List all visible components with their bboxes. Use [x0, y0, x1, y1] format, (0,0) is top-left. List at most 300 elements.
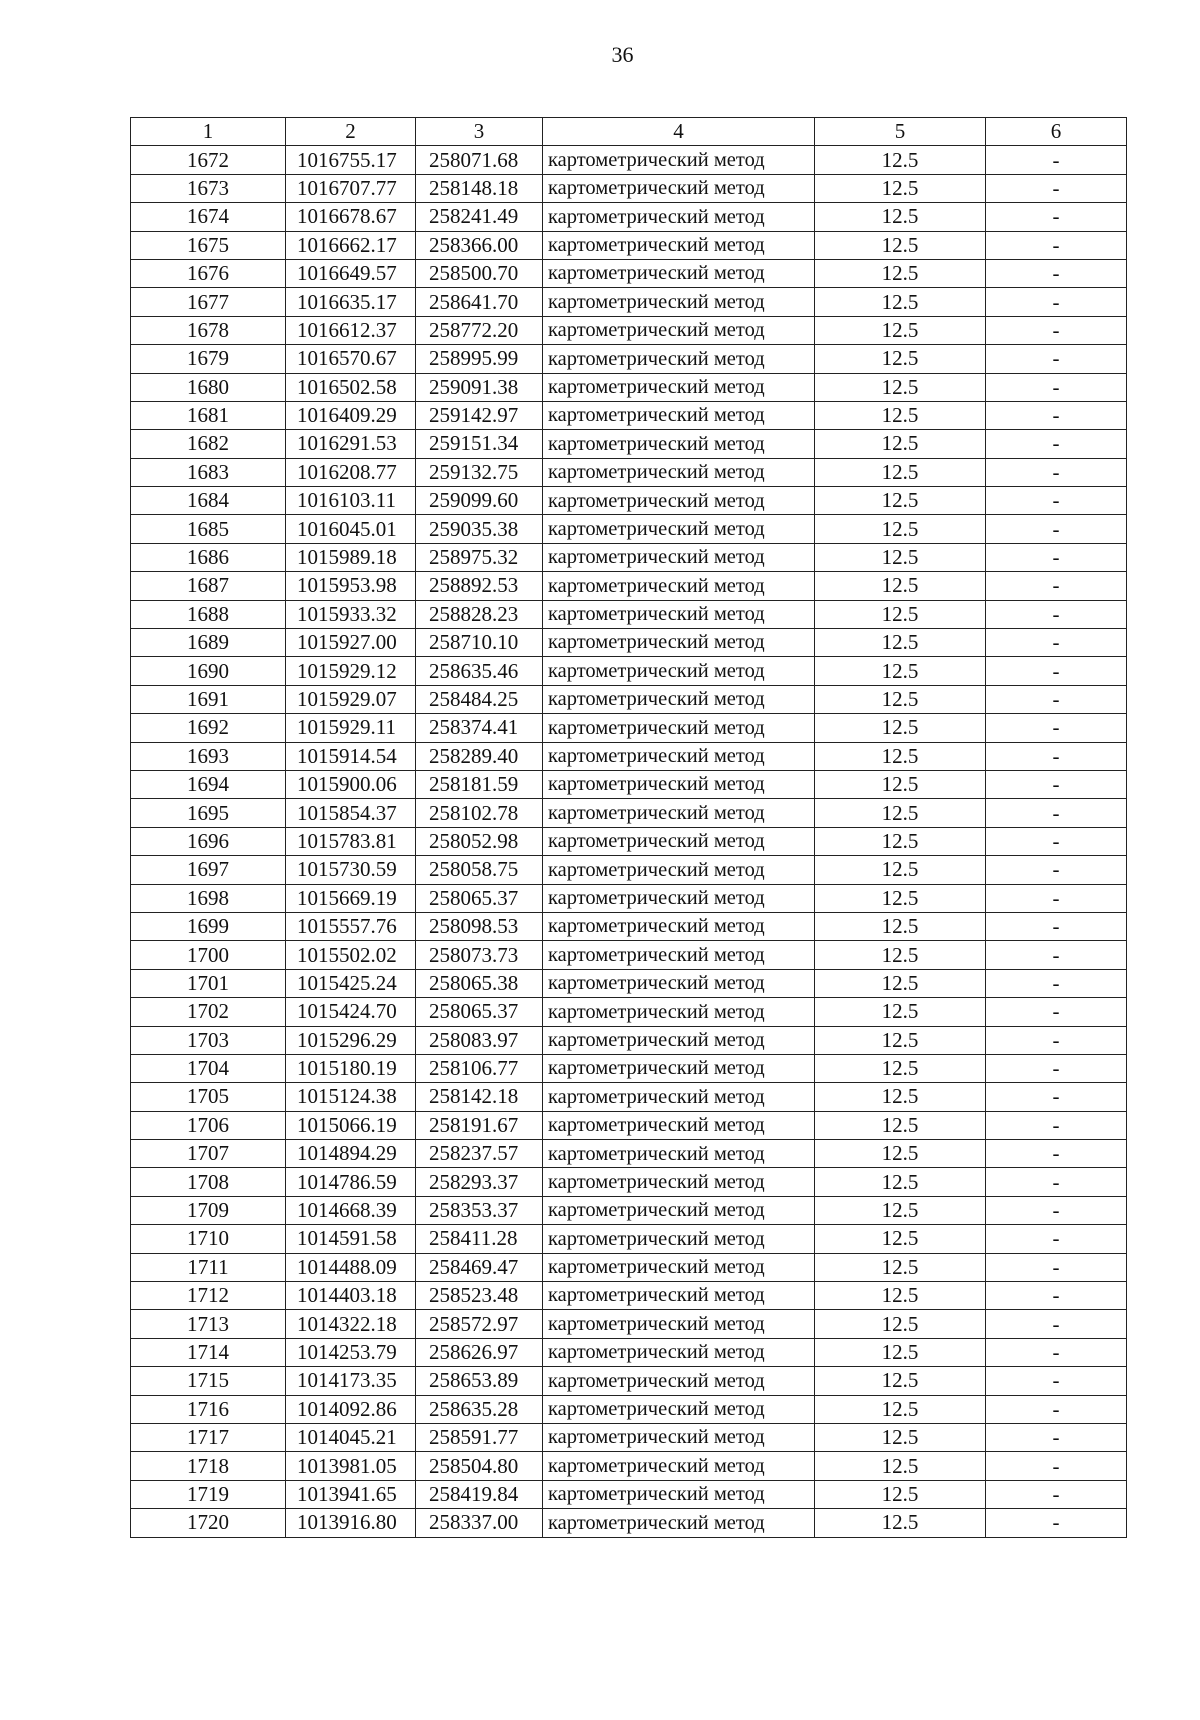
- description-cell: -: [986, 1423, 1127, 1451]
- description-cell: -: [986, 827, 1127, 855]
- point-number-cell: 1707: [131, 1140, 286, 1168]
- accuracy-cell: 12.5: [815, 1168, 986, 1196]
- x-coordinate-cell: 1016612.37: [286, 316, 416, 344]
- method-cell: картометрический метод: [543, 912, 815, 940]
- method-cell: картометрический метод: [543, 1338, 815, 1366]
- x-coordinate-cell: 1016045.01: [286, 515, 416, 543]
- header-cell: 1: [131, 118, 286, 146]
- method-cell: картометрический метод: [543, 1310, 815, 1338]
- point-number-cell: 1706: [131, 1111, 286, 1139]
- table-row: [131, 600, 1127, 628]
- method-cell: картометрический метод: [543, 799, 815, 827]
- y-coordinate-cell: 258500.70: [416, 259, 543, 287]
- accuracy-cell: 12.5: [815, 316, 986, 344]
- point-number-cell: 1701: [131, 969, 286, 997]
- description-cell: -: [986, 1111, 1127, 1139]
- table-row: [131, 629, 1127, 657]
- accuracy-cell: 12.5: [815, 515, 986, 543]
- method-cell: картометрический метод: [543, 657, 815, 685]
- header-cell: 5: [815, 118, 986, 146]
- description-cell: -: [986, 657, 1127, 685]
- description-cell: -: [986, 543, 1127, 571]
- accuracy-cell: 12.5: [815, 1140, 986, 1168]
- description-cell: -: [986, 1196, 1127, 1224]
- accuracy-cell: 12.5: [815, 1310, 986, 1338]
- point-number-cell: 1686: [131, 543, 286, 571]
- method-cell: картометрический метод: [543, 1054, 815, 1082]
- x-coordinate-cell: 1013941.65: [286, 1480, 416, 1508]
- x-coordinate-cell: 1016678.67: [286, 203, 416, 231]
- accuracy-cell: 12.5: [815, 600, 986, 628]
- point-number-cell: 1717: [131, 1423, 286, 1451]
- description-cell: -: [986, 1310, 1127, 1338]
- x-coordinate-cell: 1014322.18: [286, 1310, 416, 1338]
- y-coordinate-cell: 258366.00: [416, 231, 543, 259]
- method-cell: картометрический метод: [543, 998, 815, 1026]
- table-row: [131, 373, 1127, 401]
- point-number-cell: 1675: [131, 231, 286, 259]
- y-coordinate-cell: 258653.89: [416, 1367, 543, 1395]
- method-cell: картометрический метод: [543, 1367, 815, 1395]
- accuracy-cell: 12.5: [815, 856, 986, 884]
- y-coordinate-cell: 258591.77: [416, 1423, 543, 1451]
- table-row: [131, 1196, 1127, 1224]
- point-number-cell: 1699: [131, 912, 286, 940]
- point-number-cell: 1684: [131, 487, 286, 515]
- point-number-cell: 1674: [131, 203, 286, 231]
- method-cell: картометрический метод: [543, 487, 815, 515]
- description-cell: -: [986, 856, 1127, 884]
- point-number-cell: 1681: [131, 401, 286, 429]
- accuracy-cell: 12.5: [815, 1423, 986, 1451]
- accuracy-cell: 12.5: [815, 1509, 986, 1537]
- x-coordinate-cell: 1015929.11: [286, 714, 416, 742]
- y-coordinate-cell: 259142.97: [416, 401, 543, 429]
- table-row: [131, 543, 1127, 571]
- accuracy-cell: 12.5: [815, 231, 986, 259]
- accuracy-cell: 12.5: [815, 1196, 986, 1224]
- y-coordinate-cell: 258353.37: [416, 1196, 543, 1224]
- accuracy-cell: 12.5: [815, 912, 986, 940]
- description-cell: -: [986, 1395, 1127, 1423]
- point-number-cell: 1709: [131, 1196, 286, 1224]
- x-coordinate-cell: 1014894.29: [286, 1140, 416, 1168]
- method-cell: картометрический метод: [543, 1509, 815, 1537]
- description-cell: -: [986, 714, 1127, 742]
- x-coordinate-cell: 1016103.11: [286, 487, 416, 515]
- header-cell: 2: [286, 118, 416, 146]
- description-cell: -: [986, 231, 1127, 259]
- description-cell: -: [986, 1026, 1127, 1054]
- accuracy-cell: 12.5: [815, 685, 986, 713]
- description-cell: -: [986, 998, 1127, 1026]
- y-coordinate-cell: 258337.00: [416, 1509, 543, 1537]
- table-row: [131, 799, 1127, 827]
- x-coordinate-cell: 1015669.19: [286, 884, 416, 912]
- method-cell: картометрический метод: [543, 629, 815, 657]
- method-cell: картометрический метод: [543, 1111, 815, 1139]
- point-number-cell: 1691: [131, 685, 286, 713]
- method-cell: картометрический метод: [543, 600, 815, 628]
- x-coordinate-cell: 1014668.39: [286, 1196, 416, 1224]
- point-number-cell: 1702: [131, 998, 286, 1026]
- accuracy-cell: 12.5: [815, 203, 986, 231]
- point-number-cell: 1714: [131, 1338, 286, 1366]
- description-cell: -: [986, 1452, 1127, 1480]
- table-row: [131, 174, 1127, 202]
- table-row: [131, 316, 1127, 344]
- y-coordinate-cell: 258523.48: [416, 1282, 543, 1310]
- accuracy-cell: 12.5: [815, 1111, 986, 1139]
- y-coordinate-cell: 258419.84: [416, 1480, 543, 1508]
- table-row: [131, 884, 1127, 912]
- description-cell: -: [986, 1480, 1127, 1508]
- description-cell: -: [986, 1140, 1127, 1168]
- table-row: [131, 657, 1127, 685]
- table-row: [131, 827, 1127, 855]
- header-cell: 3: [416, 118, 543, 146]
- y-coordinate-cell: 258065.37: [416, 884, 543, 912]
- x-coordinate-cell: 1015929.07: [286, 685, 416, 713]
- point-number-cell: 1715: [131, 1367, 286, 1395]
- description-cell: -: [986, 515, 1127, 543]
- accuracy-cell: 12.5: [815, 1480, 986, 1508]
- description-cell: -: [986, 345, 1127, 373]
- x-coordinate-cell: 1016635.17: [286, 288, 416, 316]
- table-row: [131, 288, 1127, 316]
- description-cell: -: [986, 1282, 1127, 1310]
- table-row: [131, 742, 1127, 770]
- accuracy-cell: 12.5: [815, 1054, 986, 1082]
- y-coordinate-cell: 258772.20: [416, 316, 543, 344]
- accuracy-cell: 12.5: [815, 1253, 986, 1281]
- table-row: [131, 1452, 1127, 1480]
- y-coordinate-cell: 258710.10: [416, 629, 543, 657]
- method-cell: картометрический метод: [543, 770, 815, 798]
- table-row: [131, 1168, 1127, 1196]
- point-number-cell: 1683: [131, 458, 286, 486]
- y-coordinate-cell: 258237.57: [416, 1140, 543, 1168]
- point-number-cell: 1708: [131, 1168, 286, 1196]
- point-number-cell: 1720: [131, 1509, 286, 1537]
- table-row: [131, 1054, 1127, 1082]
- method-cell: картометрический метод: [543, 288, 815, 316]
- y-coordinate-cell: 258635.28: [416, 1395, 543, 1423]
- x-coordinate-cell: 1015066.19: [286, 1111, 416, 1139]
- method-cell: картометрический метод: [543, 316, 815, 344]
- point-number-cell: 1698: [131, 884, 286, 912]
- table-row: [131, 1367, 1127, 1395]
- method-cell: картометрический метод: [543, 430, 815, 458]
- point-number-cell: 1680: [131, 373, 286, 401]
- y-coordinate-cell: 258289.40: [416, 742, 543, 770]
- header-cell: 4: [543, 118, 815, 146]
- method-cell: картометрический метод: [543, 1026, 815, 1054]
- x-coordinate-cell: 1015900.06: [286, 770, 416, 798]
- table-row: [131, 969, 1127, 997]
- method-cell: картометрический метод: [543, 856, 815, 884]
- accuracy-cell: 12.5: [815, 714, 986, 742]
- x-coordinate-cell: 1016409.29: [286, 401, 416, 429]
- y-coordinate-cell: 258241.49: [416, 203, 543, 231]
- y-coordinate-cell: 258142.18: [416, 1083, 543, 1111]
- method-cell: картометрический метод: [543, 458, 815, 486]
- description-cell: -: [986, 288, 1127, 316]
- x-coordinate-cell: 1015502.02: [286, 941, 416, 969]
- accuracy-cell: 12.5: [815, 146, 986, 174]
- method-cell: картометрический метод: [543, 1423, 815, 1451]
- method-cell: картометрический метод: [543, 572, 815, 600]
- x-coordinate-cell: 1016755.17: [286, 146, 416, 174]
- y-coordinate-cell: 258065.38: [416, 969, 543, 997]
- y-coordinate-cell: 258293.37: [416, 1168, 543, 1196]
- method-cell: картометрический метод: [543, 1253, 815, 1281]
- description-cell: -: [986, 316, 1127, 344]
- accuracy-cell: 12.5: [815, 742, 986, 770]
- y-coordinate-cell: 258065.37: [416, 998, 543, 1026]
- method-cell: картометрический метод: [543, 742, 815, 770]
- method-cell: картометрический метод: [543, 1282, 815, 1310]
- accuracy-cell: 12.5: [815, 969, 986, 997]
- y-coordinate-cell: 258148.18: [416, 174, 543, 202]
- table-row: [131, 1225, 1127, 1253]
- x-coordinate-cell: 1015557.76: [286, 912, 416, 940]
- description-cell: -: [986, 770, 1127, 798]
- accuracy-cell: 12.5: [815, 884, 986, 912]
- description-cell: -: [986, 373, 1127, 401]
- point-number-cell: 1672: [131, 146, 286, 174]
- x-coordinate-cell: 1014045.21: [286, 1423, 416, 1451]
- description-cell: -: [986, 799, 1127, 827]
- point-number-cell: 1689: [131, 629, 286, 657]
- accuracy-cell: 12.5: [815, 430, 986, 458]
- table-header-row: [131, 118, 1127, 146]
- table-row: [131, 912, 1127, 940]
- y-coordinate-cell: 258892.53: [416, 572, 543, 600]
- table-row: [131, 1395, 1127, 1423]
- y-coordinate-cell: 258106.77: [416, 1054, 543, 1082]
- point-number-cell: 1716: [131, 1395, 286, 1423]
- accuracy-cell: 12.5: [815, 657, 986, 685]
- accuracy-cell: 12.5: [815, 487, 986, 515]
- x-coordinate-cell: 1015929.12: [286, 657, 416, 685]
- x-coordinate-cell: 1015124.38: [286, 1083, 416, 1111]
- table-row: [131, 1140, 1127, 1168]
- x-coordinate-cell: 1015425.24: [286, 969, 416, 997]
- point-number-cell: 1692: [131, 714, 286, 742]
- y-coordinate-cell: 258102.78: [416, 799, 543, 827]
- coordinates-table: [130, 117, 1127, 1538]
- point-number-cell: 1695: [131, 799, 286, 827]
- accuracy-cell: 12.5: [815, 998, 986, 1026]
- x-coordinate-cell: 1015953.98: [286, 572, 416, 600]
- x-coordinate-cell: 1016707.77: [286, 174, 416, 202]
- y-coordinate-cell: 258191.67: [416, 1111, 543, 1139]
- point-number-cell: 1710: [131, 1225, 286, 1253]
- point-number-cell: 1697: [131, 856, 286, 884]
- table-row: [131, 458, 1127, 486]
- method-cell: картометрический метод: [543, 1480, 815, 1508]
- table-row: [131, 998, 1127, 1026]
- point-number-cell: 1678: [131, 316, 286, 344]
- table-row: [131, 401, 1127, 429]
- table-row: [131, 1509, 1127, 1537]
- description-cell: -: [986, 487, 1127, 515]
- method-cell: картометрический метод: [543, 685, 815, 713]
- method-cell: картометрический метод: [543, 941, 815, 969]
- y-coordinate-cell: 258975.32: [416, 543, 543, 571]
- x-coordinate-cell: 1015296.29: [286, 1026, 416, 1054]
- table-row: [131, 231, 1127, 259]
- x-coordinate-cell: 1013916.80: [286, 1509, 416, 1537]
- x-coordinate-cell: 1014092.86: [286, 1395, 416, 1423]
- header-cell: 6: [986, 118, 1127, 146]
- y-coordinate-cell: 258504.80: [416, 1452, 543, 1480]
- table-row: [131, 685, 1127, 713]
- x-coordinate-cell: 1013981.05: [286, 1452, 416, 1480]
- table-row: [131, 856, 1127, 884]
- point-number-cell: 1676: [131, 259, 286, 287]
- table-row: [131, 1310, 1127, 1338]
- x-coordinate-cell: 1016662.17: [286, 231, 416, 259]
- method-cell: картометрический метод: [543, 146, 815, 174]
- description-cell: -: [986, 1338, 1127, 1366]
- x-coordinate-cell: 1014173.35: [286, 1367, 416, 1395]
- description-cell: -: [986, 1168, 1127, 1196]
- x-coordinate-cell: 1015989.18: [286, 543, 416, 571]
- x-coordinate-cell: 1014403.18: [286, 1282, 416, 1310]
- description-cell: -: [986, 941, 1127, 969]
- method-cell: картометрический метод: [543, 1083, 815, 1111]
- accuracy-cell: 12.5: [815, 799, 986, 827]
- description-cell: -: [986, 884, 1127, 912]
- table-row: [131, 1111, 1127, 1139]
- method-cell: картометрический метод: [543, 401, 815, 429]
- x-coordinate-cell: 1016570.67: [286, 345, 416, 373]
- method-cell: картометрический метод: [543, 1225, 815, 1253]
- description-cell: -: [986, 458, 1127, 486]
- table-row: [131, 941, 1127, 969]
- accuracy-cell: 12.5: [815, 827, 986, 855]
- description-cell: -: [986, 1367, 1127, 1395]
- x-coordinate-cell: 1014253.79: [286, 1338, 416, 1366]
- method-cell: картометрический метод: [543, 515, 815, 543]
- point-number-cell: 1685: [131, 515, 286, 543]
- accuracy-cell: 12.5: [815, 345, 986, 373]
- description-cell: -: [986, 259, 1127, 287]
- accuracy-cell: 12.5: [815, 174, 986, 202]
- method-cell: картометрический метод: [543, 1140, 815, 1168]
- description-cell: -: [986, 685, 1127, 713]
- x-coordinate-cell: 1016208.77: [286, 458, 416, 486]
- description-cell: -: [986, 430, 1127, 458]
- method-cell: картометрический метод: [543, 1168, 815, 1196]
- y-coordinate-cell: 259132.75: [416, 458, 543, 486]
- accuracy-cell: 12.5: [815, 1395, 986, 1423]
- description-cell: -: [986, 146, 1127, 174]
- method-cell: картометрический метод: [543, 543, 815, 571]
- table-row: [131, 345, 1127, 373]
- table-row: [131, 259, 1127, 287]
- y-coordinate-cell: 259035.38: [416, 515, 543, 543]
- table-row: [131, 203, 1127, 231]
- x-coordinate-cell: 1014591.58: [286, 1225, 416, 1253]
- accuracy-cell: 12.5: [815, 629, 986, 657]
- y-coordinate-cell: 258635.46: [416, 657, 543, 685]
- point-number-cell: 1703: [131, 1026, 286, 1054]
- point-number-cell: 1693: [131, 742, 286, 770]
- accuracy-cell: 12.5: [815, 572, 986, 600]
- description-cell: -: [986, 600, 1127, 628]
- point-number-cell: 1719: [131, 1480, 286, 1508]
- x-coordinate-cell: 1015854.37: [286, 799, 416, 827]
- y-coordinate-cell: 259091.38: [416, 373, 543, 401]
- x-coordinate-cell: 1015914.54: [286, 742, 416, 770]
- point-number-cell: 1705: [131, 1083, 286, 1111]
- table-row: [131, 1083, 1127, 1111]
- y-coordinate-cell: 258083.97: [416, 1026, 543, 1054]
- description-cell: -: [986, 629, 1127, 657]
- y-coordinate-cell: 258374.41: [416, 714, 543, 742]
- x-coordinate-cell: 1014786.59: [286, 1168, 416, 1196]
- method-cell: картометрический метод: [543, 827, 815, 855]
- point-number-cell: 1673: [131, 174, 286, 202]
- table-row: [131, 1423, 1127, 1451]
- method-cell: картометрический метод: [543, 174, 815, 202]
- description-cell: -: [986, 969, 1127, 997]
- x-coordinate-cell: 1015933.32: [286, 600, 416, 628]
- x-coordinate-cell: 1015927.00: [286, 629, 416, 657]
- y-coordinate-cell: 258995.99: [416, 345, 543, 373]
- method-cell: картометрический метод: [543, 373, 815, 401]
- method-cell: картометрический метод: [543, 714, 815, 742]
- point-number-cell: 1694: [131, 770, 286, 798]
- point-number-cell: 1696: [131, 827, 286, 855]
- accuracy-cell: 12.5: [815, 1338, 986, 1366]
- description-cell: -: [986, 1509, 1127, 1537]
- accuracy-cell: 12.5: [815, 373, 986, 401]
- accuracy-cell: 12.5: [815, 259, 986, 287]
- accuracy-cell: 12.5: [815, 1225, 986, 1253]
- description-cell: -: [986, 401, 1127, 429]
- accuracy-cell: 12.5: [815, 770, 986, 798]
- y-coordinate-cell: 258098.53: [416, 912, 543, 940]
- table-row: [131, 770, 1127, 798]
- description-cell: -: [986, 912, 1127, 940]
- method-cell: картометрический метод: [543, 1196, 815, 1224]
- method-cell: картометрический метод: [543, 884, 815, 912]
- table-row: [131, 1480, 1127, 1508]
- accuracy-cell: 12.5: [815, 941, 986, 969]
- x-coordinate-cell: 1015783.81: [286, 827, 416, 855]
- x-coordinate-cell: 1016649.57: [286, 259, 416, 287]
- accuracy-cell: 12.5: [815, 288, 986, 316]
- y-coordinate-cell: 258071.68: [416, 146, 543, 174]
- point-number-cell: 1687: [131, 572, 286, 600]
- y-coordinate-cell: 258572.97: [416, 1310, 543, 1338]
- table-row: [131, 515, 1127, 543]
- y-coordinate-cell: 258484.25: [416, 685, 543, 713]
- accuracy-cell: 12.5: [815, 1026, 986, 1054]
- accuracy-cell: 12.5: [815, 401, 986, 429]
- description-cell: -: [986, 742, 1127, 770]
- method-cell: картометрический метод: [543, 203, 815, 231]
- x-coordinate-cell: 1015424.70: [286, 998, 416, 1026]
- point-number-cell: 1713: [131, 1310, 286, 1338]
- table-row: [131, 146, 1127, 174]
- accuracy-cell: 12.5: [815, 1282, 986, 1310]
- table-row: [131, 1282, 1127, 1310]
